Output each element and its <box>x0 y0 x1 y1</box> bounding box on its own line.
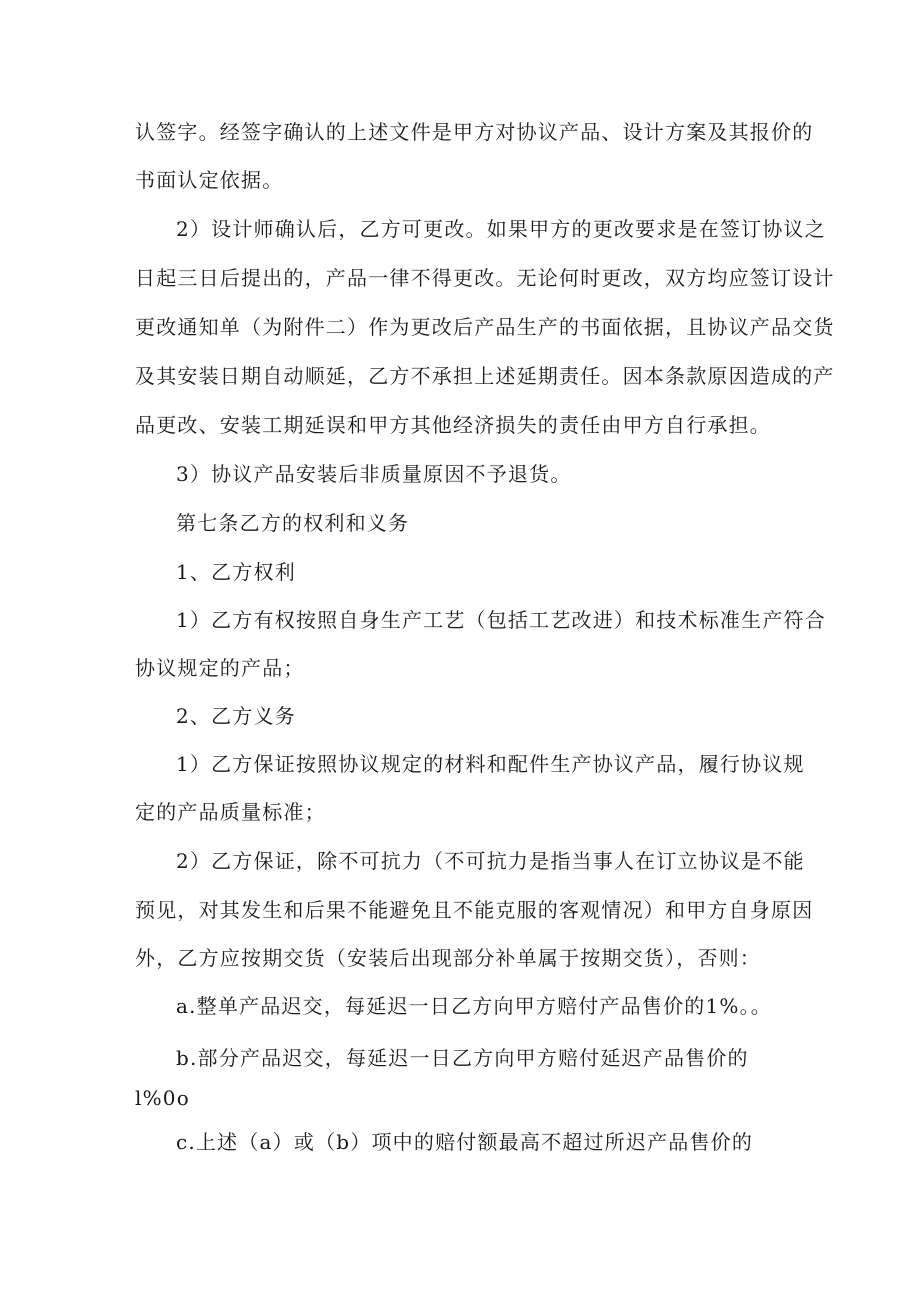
text-line: 外，乙方应按期交货（安装后出现部分补单属于按期交货），否则： <box>135 946 761 970</box>
text-line: 2）乙方保证，除不可抗力（不可抗力是指当事人在订立协议是不能 <box>176 849 805 873</box>
text-line: 及其安装日期自动顺延，乙方不承担上述延期责任。因本条款原因造成的产 <box>135 364 835 388</box>
text-line: 定的产品质量标准； <box>135 800 326 824</box>
text-line: 书面认定依据。 <box>135 168 284 192</box>
text-line: 1）乙方有权按照自身生产工艺（包括工艺改进）和技术标准生产符合 <box>176 608 826 632</box>
text-line: 更改通知单（为附件二）作为更改后产品生产的书面依据，且协议产品交货 <box>135 315 835 339</box>
text-line: c.上述（a）或（b）项中的赔付额最高不超过所迟产品售价的 <box>176 1130 754 1154</box>
subsection-heading: 1、乙方权利 <box>176 560 296 584</box>
text-line: 预见，对其发生和后果不能避免且不能克服的客观情况）和甲方自身原因 <box>135 898 814 922</box>
text-line: 品更改、安装工期延误和甲方其他经济损失的责任由甲方自行承担。 <box>135 413 771 437</box>
text-line: 日起三日后提出的，产品一律不得更改。无论何时更改，双方均应签订设计 <box>135 266 835 290</box>
text-line: 协议规定的产品； <box>135 656 305 680</box>
section-heading: 第七条乙方的权利和义务 <box>176 511 410 535</box>
text-line: 1）乙方保证按照协议规定的材料和配件生产协议产品，履行协议规 <box>176 752 805 776</box>
text-line: 认签字。经签字确认的上述文件是甲方对协议产品、设计方案及其报价的 <box>135 120 814 144</box>
subsection-heading: 2、乙方义务 <box>176 704 296 728</box>
text-line: l%0o <box>135 1086 190 1110</box>
text-line: 2）设计师确认后，乙方可更改。如果甲方的更改要求是在签订协议之 <box>176 217 826 241</box>
text-line: a.整单产品迟交，每延迟一日乙方向甲方赔付产品售价的1%。。 <box>176 994 773 1018</box>
text-line: b.部分产品迟交，每延迟一日乙方向甲方赔付延迟产品售价的 <box>176 1046 749 1070</box>
text-line: 3）协议产品安装后非质量原因不予退货。 <box>176 462 572 486</box>
